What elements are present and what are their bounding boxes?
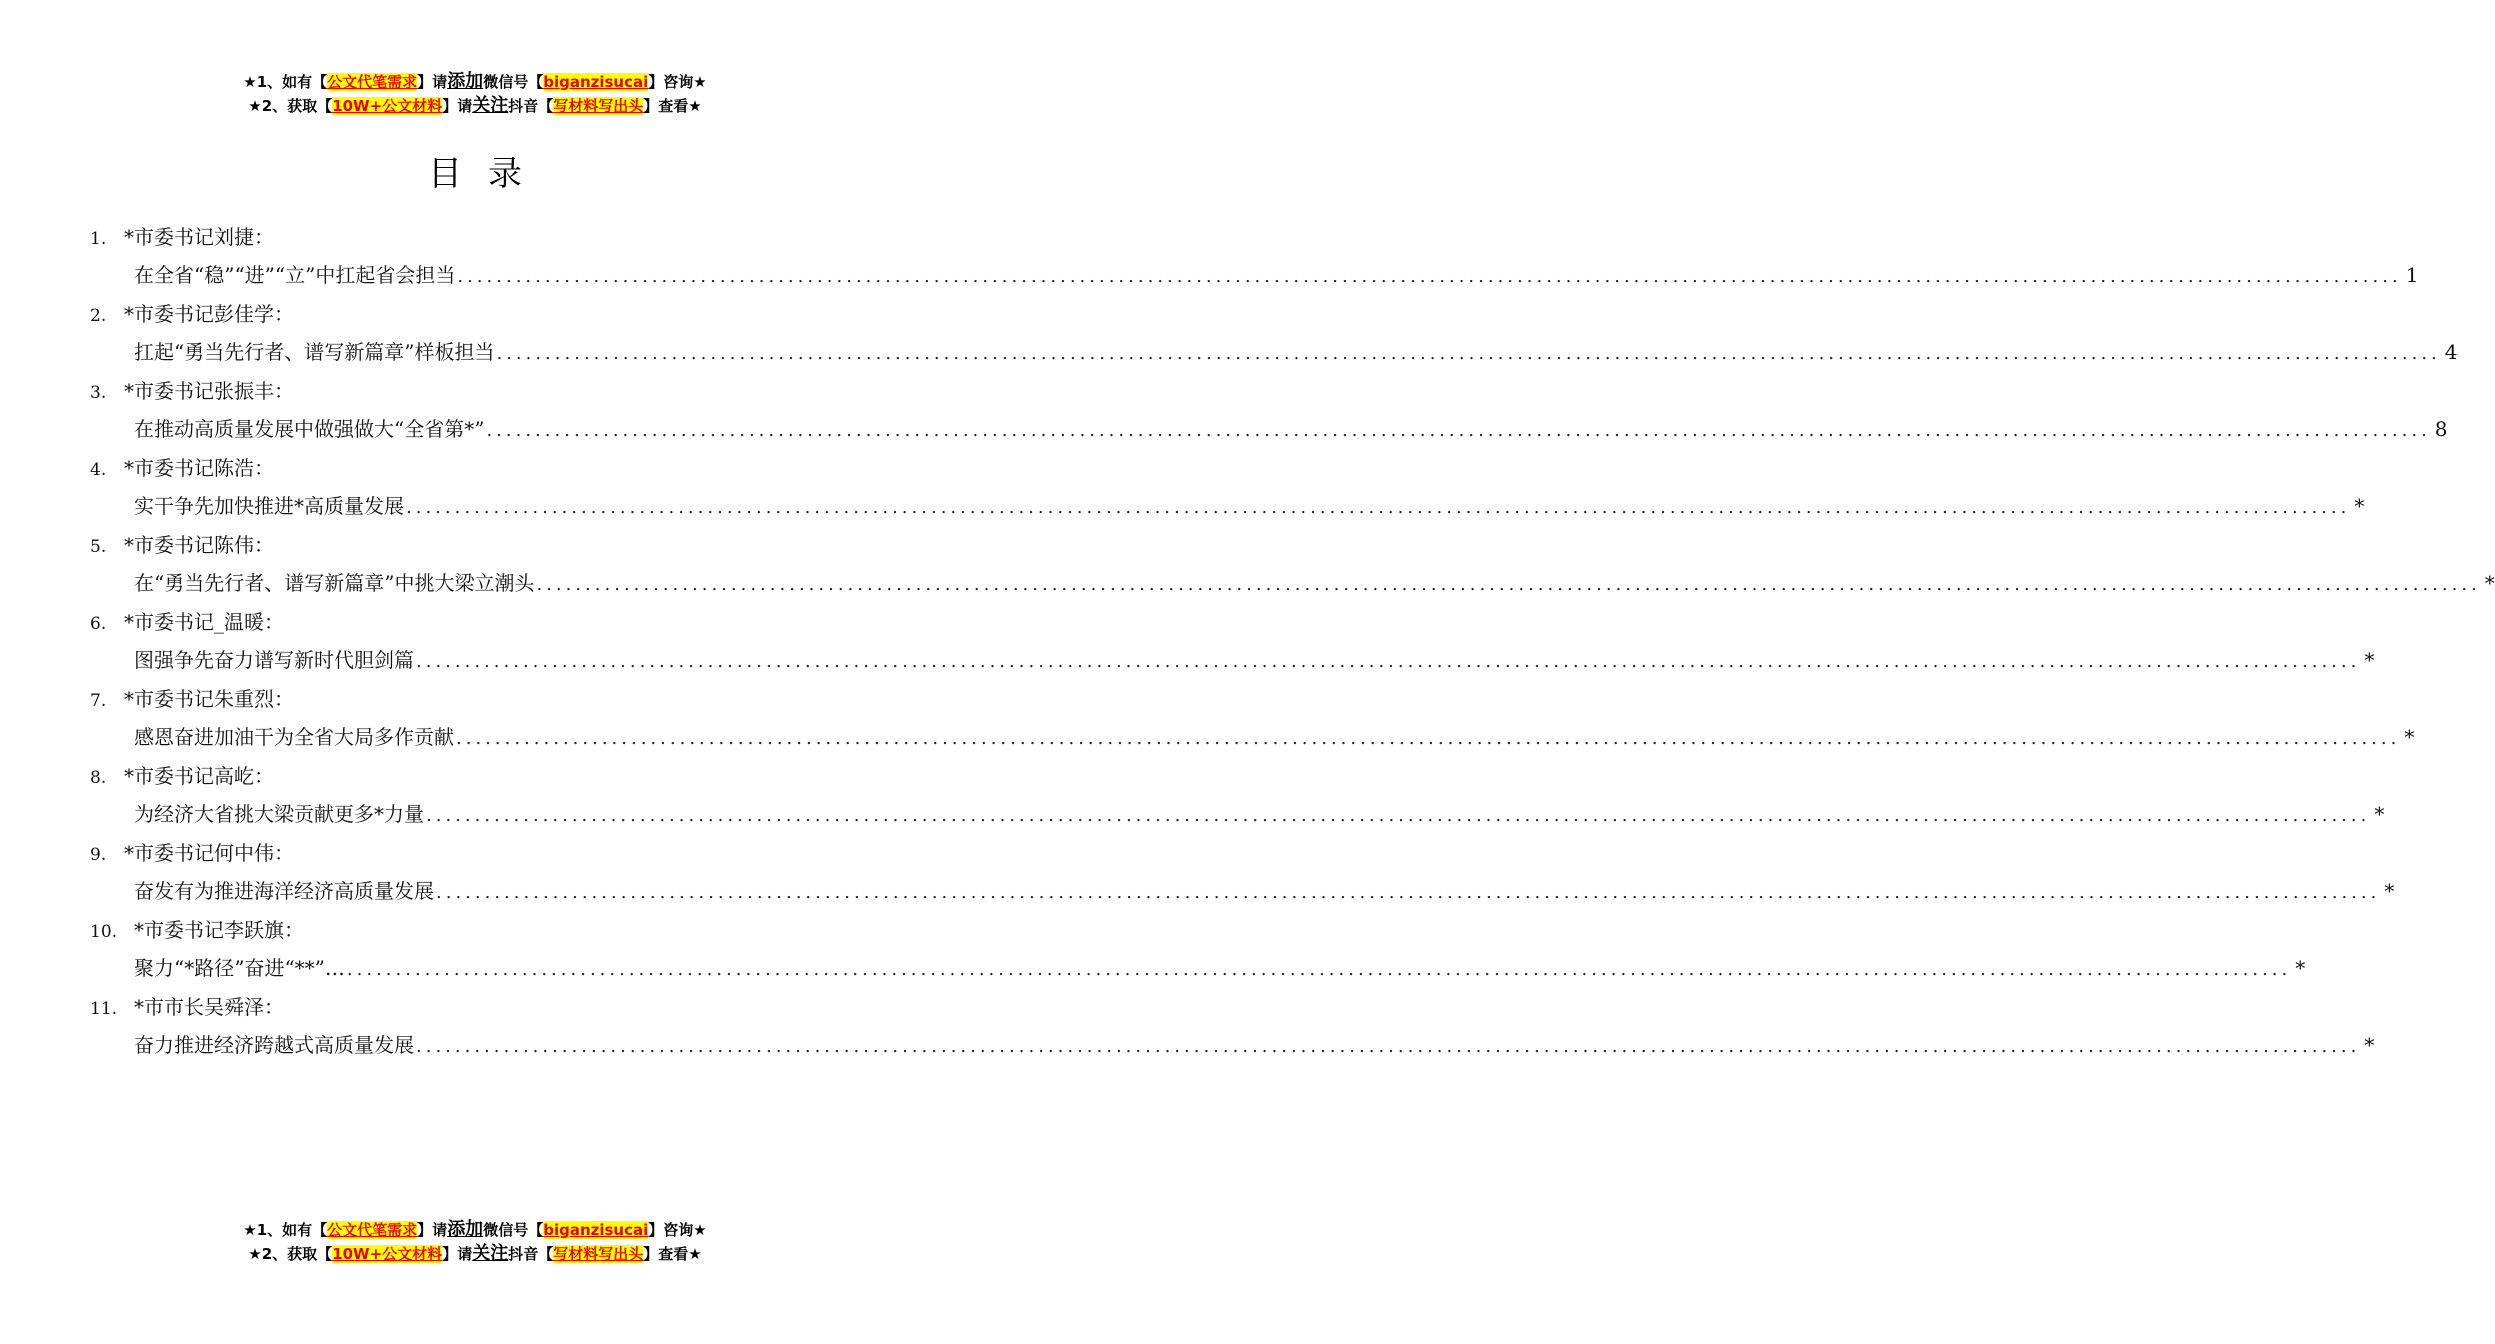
- toc-entry-number: 11.: [90, 999, 118, 1019]
- banner-highlight: 公文代笔需求: [327, 73, 418, 91]
- toc-entry-title-line[interactable]: [90, 949, 2306, 988]
- bottom-banner: [0, 1218, 950, 1266]
- banner-highlight: 公文代笔需求: [327, 1221, 418, 1239]
- toc-entry-page-number: 4: [2444, 340, 2458, 364]
- banner-line-2: [0, 94, 950, 118]
- toc-entry-title: 图强争先奋力谱写新时代胆剑篇: [134, 648, 414, 672]
- toc-entry-author-line: [90, 680, 866, 718]
- banner-text: ★1、如有【: [243, 1221, 328, 1239]
- banner-text: ★1、如有【: [243, 73, 328, 91]
- toc-entry-title: 感恩奋进加油干为全省大局多作贡献: [134, 725, 454, 749]
- toc-entry-author-line: [90, 834, 866, 872]
- banner-highlight: biganzisucai: [543, 1221, 649, 1239]
- toc-entry-page-number: *: [2295, 956, 2306, 980]
- toc-entry-number: 6.: [90, 614, 107, 634]
- toc-entry-author-line: [90, 372, 866, 410]
- toc-entry-title-line[interactable]: [90, 410, 2448, 449]
- banner-line-2: [0, 1242, 950, 1266]
- banner-text: 微信号【: [483, 73, 544, 91]
- toc-entry-page-number: 1: [2405, 263, 2419, 287]
- toc-entry: [90, 295, 2458, 372]
- toc-entry-page-number: *: [2484, 571, 2495, 595]
- toc-leader-dots: ........................................................................................................................................................................................................: [536, 574, 2481, 595]
- toc-leader-dots: ........................................................................................................................................................................................................: [416, 651, 2361, 672]
- toc-entry-author-line: [90, 757, 866, 795]
- banner-text: 微信号【: [483, 1221, 544, 1239]
- banner-underline: 关注: [472, 95, 509, 116]
- toc-entry: [90, 911, 2306, 988]
- toc-entry-page-number: *: [2404, 725, 2415, 749]
- toc-leader-dots: ........................................................................................................................................................................................................: [416, 1036, 2361, 1057]
- toc-entry-title-line[interactable]: [90, 718, 2415, 757]
- toc-entry-number: 1.: [90, 229, 107, 249]
- toc-entry-page-number: *: [2364, 1033, 2375, 1057]
- page-title: 目录: [428, 154, 548, 194]
- toc-entry-number: 4.: [90, 460, 107, 480]
- banner-text: 】咨询★: [648, 1221, 707, 1239]
- toc-entry-title-line[interactable]: [90, 333, 2458, 372]
- toc-entry-author-line: [90, 911, 866, 949]
- toc-entry: [90, 372, 2448, 449]
- toc-entry-title: 实干争先加快推进*高质量发展: [134, 494, 404, 518]
- banner-text: 】请: [417, 73, 448, 91]
- toc-leader-dots: ........................................................................................................................................................................................................: [457, 266, 2402, 287]
- banner-text: 】请: [442, 1245, 473, 1263]
- banner-underline: 添加: [447, 71, 484, 92]
- toc-entry-author-line: [90, 218, 866, 256]
- banner-underline: 添加: [447, 1219, 484, 1240]
- toc-entry: [90, 526, 2495, 603]
- toc-entry-title: 在全省“稳”“进”“立”中扛起省会担当: [134, 263, 456, 287]
- banner-highlight: 写材料写出头: [553, 1245, 644, 1263]
- toc-entry-title-line[interactable]: [90, 795, 2385, 834]
- toc-entry-page-number: 8: [2434, 417, 2448, 441]
- toc-entry-title: 聚力“*路径”奋进“**”…: [134, 956, 345, 980]
- toc-entry-title-line[interactable]: [90, 641, 2375, 680]
- toc-entry: [90, 218, 2419, 295]
- toc-entry-author-line: [90, 603, 866, 641]
- toc-entry-title-line[interactable]: [90, 872, 2395, 911]
- toc-entry: [90, 757, 2385, 834]
- banner-text: 】咨询★: [648, 73, 707, 91]
- banner-text: 】查看★: [643, 1245, 702, 1263]
- toc-leader-dots: ........................................................................................................................................................................................................: [496, 343, 2441, 364]
- banner-text: 】查看★: [643, 97, 702, 115]
- toc-entry-title: 在“勇当先行者、谱写新篇章”中挑大梁立潮头: [134, 571, 535, 595]
- banner-line-1: [0, 1218, 950, 1242]
- toc-entry-number: 7.: [90, 691, 107, 711]
- toc-leader-dots: ........................................................................................................................................................................................................: [486, 420, 2431, 441]
- banner-text: 】请: [417, 1221, 448, 1239]
- toc-entry: [90, 988, 2375, 1065]
- toc-entry-page-number: *: [2384, 879, 2395, 903]
- toc-entry-page-number: *: [2374, 802, 2385, 826]
- toc-entry-author-line: [90, 526, 866, 564]
- toc-entry: [90, 834, 2395, 911]
- banner-line-1: [0, 70, 950, 94]
- toc-entry-number: 9.: [90, 845, 107, 865]
- toc-entry-author: *市委书记陈伟：: [124, 533, 274, 557]
- toc-entry-author: *市委书记陈浩：: [124, 456, 274, 480]
- toc-entry: [90, 603, 2375, 680]
- banner-highlight: 10W+公文材料: [332, 97, 443, 115]
- toc-entry-number: 8.: [90, 768, 107, 788]
- toc-entry-author: *市市长吴舜泽：: [134, 995, 284, 1019]
- toc-entry-author-line: [90, 988, 866, 1026]
- toc-entry-author: *市委书记刘捷：: [124, 225, 274, 249]
- toc-entry-author: *市委书记张振丰：: [124, 379, 294, 403]
- banner-text: 】请: [442, 97, 473, 115]
- toc-entry-author: *市委书记李跃旗：: [134, 918, 304, 942]
- toc-entry-title: 奋力推进经济跨越式高质量发展: [134, 1033, 414, 1057]
- toc-entry-number: 2.: [90, 306, 107, 326]
- banner-text: ★2、获取【: [248, 97, 333, 115]
- toc-entry-author: *市委书记_温暖：: [124, 610, 284, 634]
- banner-underline: 关注: [472, 1243, 509, 1264]
- toc-entry-page-number: *: [2364, 648, 2375, 672]
- banner-text: 抖音【: [508, 1245, 554, 1263]
- toc-entry-author-line: [90, 295, 866, 333]
- toc-leader-dots: ........................................................................................................................................................................................................: [406, 497, 2351, 518]
- banner-highlight: 写材料写出头: [553, 97, 644, 115]
- banner-highlight: 10W+公文材料: [332, 1245, 443, 1263]
- toc-entry-author: *市委书记朱重烈：: [124, 687, 294, 711]
- toc-entry-title-line[interactable]: [90, 564, 2495, 603]
- toc-entry-title: 扛起“勇当先行者、谱写新篇章”样板担当: [134, 340, 495, 364]
- toc-entry-title-line[interactable]: [90, 256, 2419, 295]
- toc-entry-author: *市委书记高屹：: [124, 764, 274, 788]
- top-banner: [0, 70, 950, 118]
- toc-entry-title: 在推动高质量发展中做强做大“全省第*”: [134, 417, 485, 441]
- toc-entry-author: *市委书记何中伟：: [124, 841, 294, 865]
- toc-entry-author: *市委书记彭佳学：: [124, 302, 294, 326]
- toc-entry-page-number: *: [2354, 494, 2365, 518]
- banner-highlight: biganzisucai: [543, 73, 649, 91]
- toc-entry: [90, 680, 2415, 757]
- toc-entry-title: 为经济大省挑大梁贡献更多*力量: [134, 802, 424, 826]
- toc-entry-title-line[interactable]: [90, 487, 2365, 526]
- toc-entry-title-line[interactable]: [90, 1026, 2375, 1065]
- table-of-contents: [90, 218, 2495, 1065]
- toc-leader-dots: ........................................................................................................................................................................................................: [426, 805, 2371, 826]
- toc-entry-number: 10.: [90, 922, 118, 942]
- banner-text: 抖音【: [508, 97, 554, 115]
- toc-leader-dots: ........................................................................................................................................................................................................: [456, 728, 2401, 749]
- toc-leader-dots: ........................................................................................................................................................................................................: [346, 959, 2292, 980]
- banner-text: ★2、获取【: [248, 1245, 333, 1263]
- toc-entry-title: 奋发有为推进海洋经济高质量发展: [134, 879, 434, 903]
- toc-entry-number: 3.: [90, 383, 107, 403]
- toc-entry: [90, 449, 2365, 526]
- toc-entry-author-line: [90, 449, 866, 487]
- toc-entry-number: 5.: [90, 537, 107, 557]
- toc-leader-dots: ........................................................................................................................................................................................................: [436, 882, 2381, 903]
